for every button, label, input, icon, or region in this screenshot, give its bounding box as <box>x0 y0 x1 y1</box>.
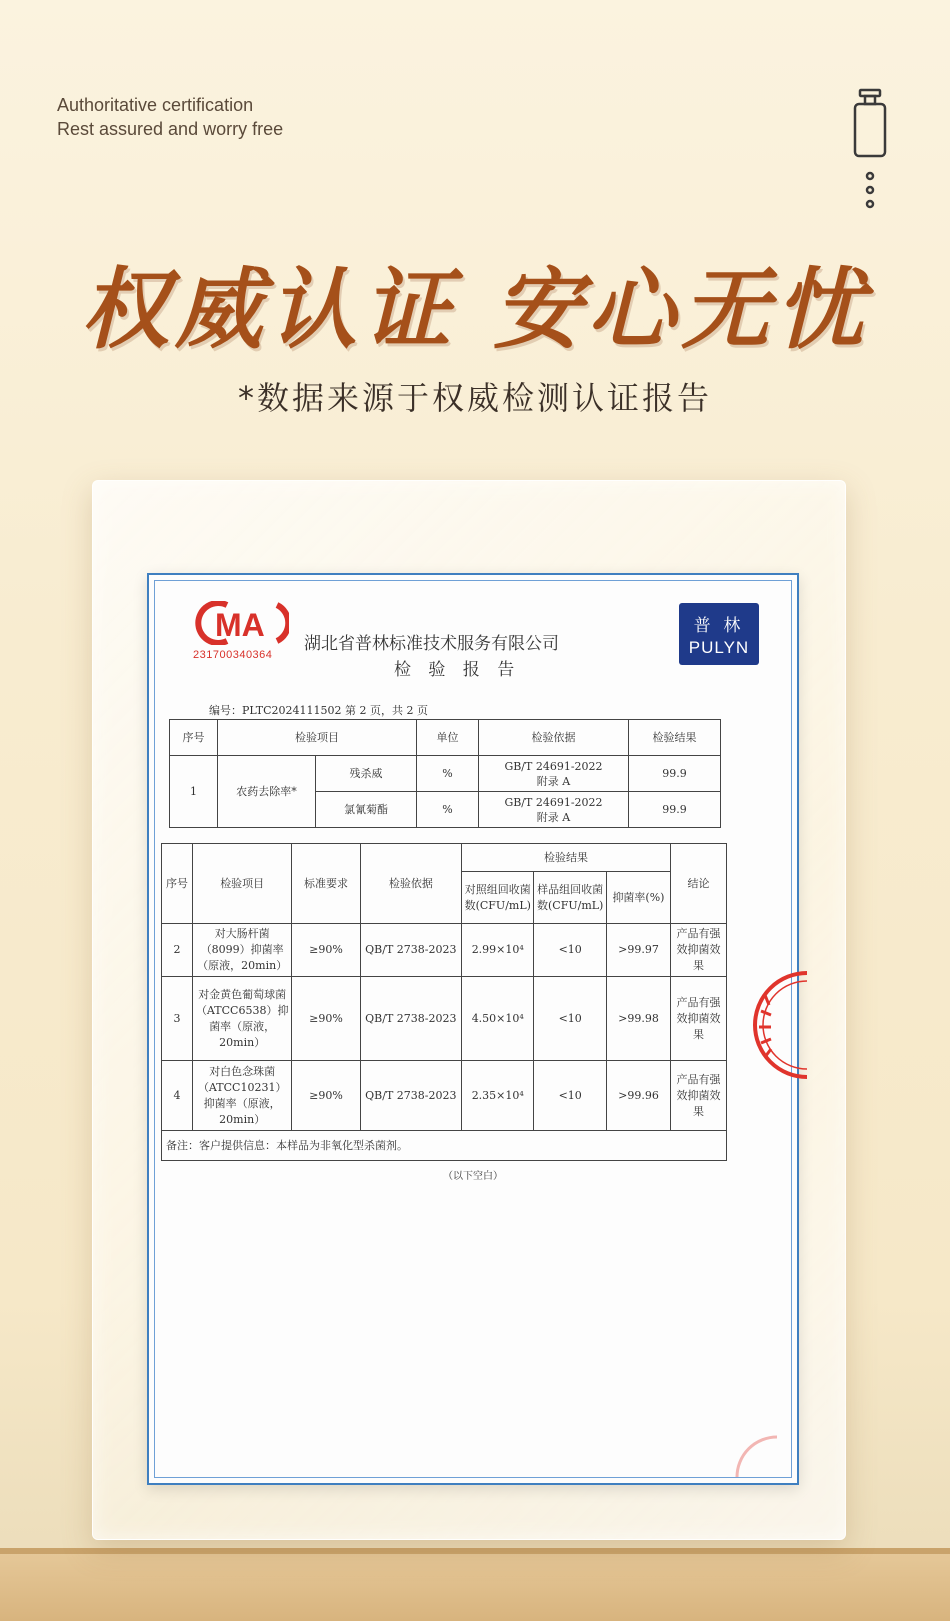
table-header-row <box>162 844 727 872</box>
pesticide-removal-table <box>169 719 721 828</box>
result: 99.9 <box>629 756 721 792</box>
row-item: 对大肠杆菌（8099）抑菌率（原液，20min） <box>193 924 292 977</box>
english-tagline <box>57 93 283 141</box>
header-basis: 检验依据 <box>360 844 461 924</box>
row-item: 对白色念珠菌（ATCC10231）抑菌率（原液，20min） <box>193 1061 292 1131</box>
row-sample: <10 <box>534 924 606 977</box>
tagline-line-2: Rest assured and worry free <box>57 119 284 139</box>
header-sample: 样品组回收菌数(CFU/mL) <box>534 872 606 924</box>
header-control: 对照组回收菌数(CFU/mL) <box>462 872 534 924</box>
basis <box>479 792 629 828</box>
header-item: 检验项目 <box>218 720 417 756</box>
red-seal-stamp <box>717 965 807 1085</box>
row-sample: <10 <box>534 1061 606 1131</box>
basis <box>479 756 629 792</box>
row-rate: >99.98 <box>606 977 670 1061</box>
blank-below-note: （以下空白） <box>443 1171 503 1182</box>
row-item: 对金黄色葡萄球菌（ATCC6538）抑菌率（原液，20min） <box>193 977 292 1061</box>
main-headline: 权威认证 安心无忧 <box>80 257 870 361</box>
header-standard: 标准要求 <box>292 844 360 924</box>
row-item: 农药去除率* <box>218 756 316 828</box>
row-rate: >99.96 <box>606 1061 670 1131</box>
result: 99.9 <box>629 792 721 828</box>
row-conclusion: 产品有强效抑菌效果 <box>671 1061 727 1131</box>
remark: 备注：客户提供信息：本样品为非氧化型杀菌剂。 <box>162 1131 727 1161</box>
header-no: 序号 <box>170 720 218 756</box>
sub-item: 残杀威 <box>316 756 417 792</box>
header-item: 检验项目 <box>193 844 292 924</box>
row-basis: QB/T 2738-2023 <box>360 1061 461 1131</box>
header-unit: 单位 <box>417 720 479 756</box>
header-results: 检验结果 <box>462 844 671 872</box>
row-standard: ≥90% <box>292 1061 360 1131</box>
header-basis: 检验依据 <box>479 720 629 756</box>
row-control: 2.35×10⁴ <box>462 1061 534 1131</box>
row-standard: ≥90% <box>292 924 360 977</box>
antibacterial-table <box>161 843 727 1161</box>
basis-line-2: 附录 A <box>536 774 571 788</box>
ma-text: MA <box>215 607 265 643</box>
row-rate: >99.97 <box>606 924 670 977</box>
row-no: 4 <box>162 1061 193 1131</box>
row-no: 2 <box>162 924 193 977</box>
basis-line-1: GB/T 24691-2022 <box>504 759 603 773</box>
header-no: 序号 <box>162 844 193 924</box>
row-sample: <10 <box>534 977 606 1061</box>
table-row <box>162 977 727 1061</box>
row-conclusion: 产品有强效抑菌效果 <box>671 924 727 977</box>
row-no: 3 <box>162 977 193 1061</box>
cma-logo <box>189 601 289 645</box>
brand-en: PULYN <box>688 638 750 657</box>
ma-number: 231700340364 <box>193 649 273 661</box>
basis-line-2: 附录 A <box>536 810 571 824</box>
unit: % <box>417 756 479 792</box>
row-control: 4.50×10⁴ <box>462 977 534 1061</box>
wooden-shelf <box>0 1548 950 1621</box>
pulyn-brand-badge <box>679 603 759 665</box>
shelf-edge <box>0 1548 950 1554</box>
header-rate: 抑菌率(%) <box>606 872 670 924</box>
inspection-report <box>147 573 799 1485</box>
row-standard: ≥90% <box>292 977 360 1061</box>
table-row <box>162 1061 727 1131</box>
report-number: 编号：PLTC2024111502 第 2 页，共 2 页 <box>209 704 429 717</box>
row-basis: QB/T 2738-2023 <box>360 977 461 1061</box>
table-header-row <box>170 720 721 756</box>
remark-row <box>162 1131 727 1161</box>
data-source-subtitle: *数据来源于权威检测认证报告 <box>237 379 712 417</box>
table-row <box>170 756 721 792</box>
company-name: 湖北省普林标准技术服务有限公司 <box>304 634 559 654</box>
faint-seal-stamp <box>717 1421 777 1477</box>
row-no: 1 <box>170 756 218 828</box>
report-title: 检 验 报 告 <box>394 660 521 680</box>
table-row <box>162 924 727 977</box>
pump-bottle-icon <box>852 88 888 216</box>
unit: % <box>417 792 479 828</box>
header-result: 检验结果 <box>629 720 721 756</box>
basis-line-1: GB/T 24691-2022 <box>504 795 603 809</box>
brand-cn: 普 林 <box>693 616 745 635</box>
sub-item: 氯氰菊酯 <box>316 792 417 828</box>
header-conclusion: 结论 <box>671 844 727 924</box>
row-conclusion: 产品有强效抑菌效果 <box>671 977 727 1061</box>
row-control: 2.99×10⁴ <box>462 924 534 977</box>
tagline-line-1: Authoritative certification <box>57 95 254 115</box>
row-basis: QB/T 2738-2023 <box>360 924 461 977</box>
